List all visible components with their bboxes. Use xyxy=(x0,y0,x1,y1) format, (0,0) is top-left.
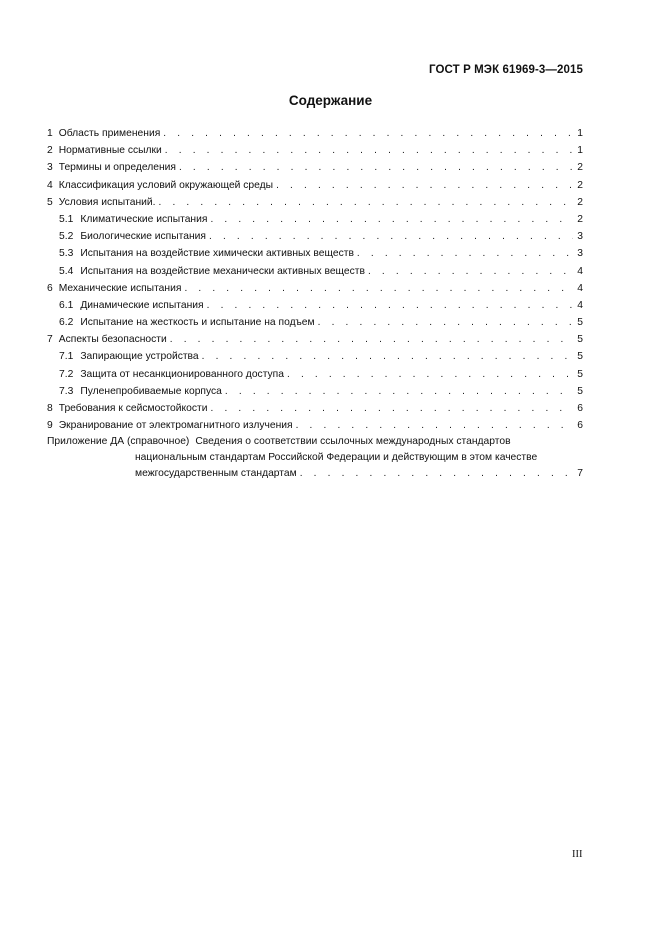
toc-entry-page: 4 xyxy=(577,299,583,311)
toc-entry-label: Механические испытания xyxy=(58,282,182,294)
dot-leader xyxy=(276,177,573,194)
toc-entry-page: 4 xyxy=(577,265,583,277)
table-of-contents xyxy=(47,125,583,482)
toc-entry[interactable] xyxy=(47,417,583,434)
toc-entry-page: 6 xyxy=(577,420,583,432)
toc-entry-label: Требования к сейсмостойкости xyxy=(58,403,208,414)
toc-entry-label: Нормативные ссылки xyxy=(58,145,162,157)
toc-entry-number: 5.1 xyxy=(59,213,74,225)
dot-leader xyxy=(368,263,573,280)
appendix-prefix: Приложение ДА (справочное) xyxy=(47,436,190,448)
toc-appendix-entry[interactable] xyxy=(47,434,583,482)
dot-leader xyxy=(209,228,573,245)
toc-entry-number: 1 xyxy=(47,128,53,139)
toc-entry-label: Испытания на воздействие механически активных веществ xyxy=(80,265,365,277)
toc-entry-label: Пуленепробиваемые корпуса xyxy=(80,385,222,397)
toc-entry-page: 2 xyxy=(577,213,583,225)
toc-entry-label: Классификация условий окружающей среды xyxy=(58,179,274,191)
toc-entry-number: 8 xyxy=(47,403,53,414)
toc-entry-page: 2 xyxy=(577,179,583,191)
toc-entry[interactable] xyxy=(47,331,583,348)
toc-entry[interactable] xyxy=(47,142,583,159)
toc-entry-page: 4 xyxy=(577,282,583,294)
dot-leader xyxy=(287,366,573,383)
toc-entry-page: 5 xyxy=(577,368,583,380)
toc-entry-number: 6.2 xyxy=(59,317,74,329)
toc-entry-number: 7.3 xyxy=(59,385,74,397)
dot-leader xyxy=(207,297,573,314)
dot-leader xyxy=(170,331,573,348)
page-number: III xyxy=(572,849,583,860)
toc-entry[interactable] xyxy=(47,314,583,331)
toc-entry-number: 6.1 xyxy=(59,299,74,311)
toc-entry[interactable] xyxy=(47,280,583,297)
toc-entry-number: 9 xyxy=(47,420,53,432)
toc-entry-page: 6 xyxy=(577,403,583,414)
toc-entry-number: 5.3 xyxy=(59,248,74,260)
toc-entry[interactable] xyxy=(47,383,583,400)
dot-leader xyxy=(357,245,573,262)
dot-leader xyxy=(318,314,573,331)
toc-entry-number: 6 xyxy=(47,282,53,294)
toc-entry-label: Термины и определения xyxy=(58,162,176,174)
toc-entry-number: 7.1 xyxy=(59,351,74,363)
dot-leader xyxy=(165,142,573,159)
toc-entry-number: 7 xyxy=(47,334,53,346)
toc-entry-number: 5.2 xyxy=(59,231,74,243)
toc-entry-page: 5 xyxy=(577,351,583,363)
toc-entry-label: Запирающие устройства xyxy=(80,351,199,363)
toc-entry[interactable] xyxy=(47,125,583,142)
appendix-title-line-1: Сведения о соответствии ссылочных международных стандартов xyxy=(195,436,511,448)
toc-entry[interactable] xyxy=(47,159,583,176)
dot-leader xyxy=(296,417,573,434)
toc-entry[interactable] xyxy=(47,228,583,245)
toc-entry-label: Испытания на воздействие химически активных веществ xyxy=(80,248,354,260)
toc-entry-number: 5 xyxy=(47,196,53,208)
toc-entry-number: 3 xyxy=(47,162,53,174)
toc-entry-page: 3 xyxy=(577,248,583,260)
toc-entry-number: 7.2 xyxy=(59,368,74,380)
toc-entry[interactable] xyxy=(47,366,583,383)
document-code: ГОСТ Р МЭК 61969-3—2015 xyxy=(429,64,583,76)
toc-entry-page: 1 xyxy=(577,128,583,139)
toc-entry-label: Экранирование от электромагнитного излучения xyxy=(58,420,293,432)
toc-entry-label: Динамические испытания xyxy=(80,299,204,311)
toc-entry[interactable] xyxy=(47,400,583,417)
toc-entry[interactable] xyxy=(47,194,583,211)
dot-leader xyxy=(211,400,573,417)
toc-entry-page: 2 xyxy=(577,162,583,174)
toc-entry-label: Защита от несанкционированного доступа xyxy=(80,368,284,380)
dot-leader xyxy=(159,194,574,211)
toc-entry-label: Испытание на жесткость и испытание на подъем xyxy=(80,317,315,329)
toc-entry[interactable] xyxy=(47,348,583,365)
toc-entry-page: 5 xyxy=(577,334,583,346)
toc-entry[interactable] xyxy=(47,245,583,262)
toc-entry[interactable] xyxy=(47,211,583,228)
appendix-page-number: 7 xyxy=(577,468,583,480)
toc-entry-page: 3 xyxy=(577,231,583,243)
toc-entry-page: 2 xyxy=(577,196,583,208)
page-title: Содержание xyxy=(288,93,373,108)
dot-leader xyxy=(202,348,573,365)
toc-entry-label: Область применения xyxy=(58,128,161,139)
dot-leader xyxy=(163,125,573,142)
toc-entry[interactable] xyxy=(47,177,583,194)
toc-entry-label: Аспекты безопасности xyxy=(58,334,167,346)
toc-entry-label: Условия испытаний. xyxy=(58,196,156,208)
toc-entry-page: 5 xyxy=(577,317,583,329)
toc-entry-page: 5 xyxy=(577,385,583,397)
toc-entry[interactable] xyxy=(47,263,583,280)
appendix-title-line-3: межгосударственным стандартам xyxy=(135,468,297,480)
toc-entry-label: Климатические испытания xyxy=(80,213,208,225)
dot-leader xyxy=(225,383,573,400)
toc-entry-page: 1 xyxy=(577,145,583,157)
toc-entry-number: 2 xyxy=(47,145,53,157)
dot-leader xyxy=(300,466,573,482)
toc-entry-number: 5.4 xyxy=(59,265,74,277)
dot-leader xyxy=(210,211,573,228)
appendix-title-line-2: национальным стандартам Российской Федерации и действующим в этом качестве xyxy=(135,452,538,464)
dot-leader xyxy=(184,280,573,297)
toc-entry-label: Биологические испытания xyxy=(80,231,206,243)
dot-leader xyxy=(179,159,573,176)
toc-entry-number: 4 xyxy=(47,179,53,191)
toc-entries xyxy=(47,125,583,434)
toc-entry[interactable] xyxy=(47,297,583,314)
